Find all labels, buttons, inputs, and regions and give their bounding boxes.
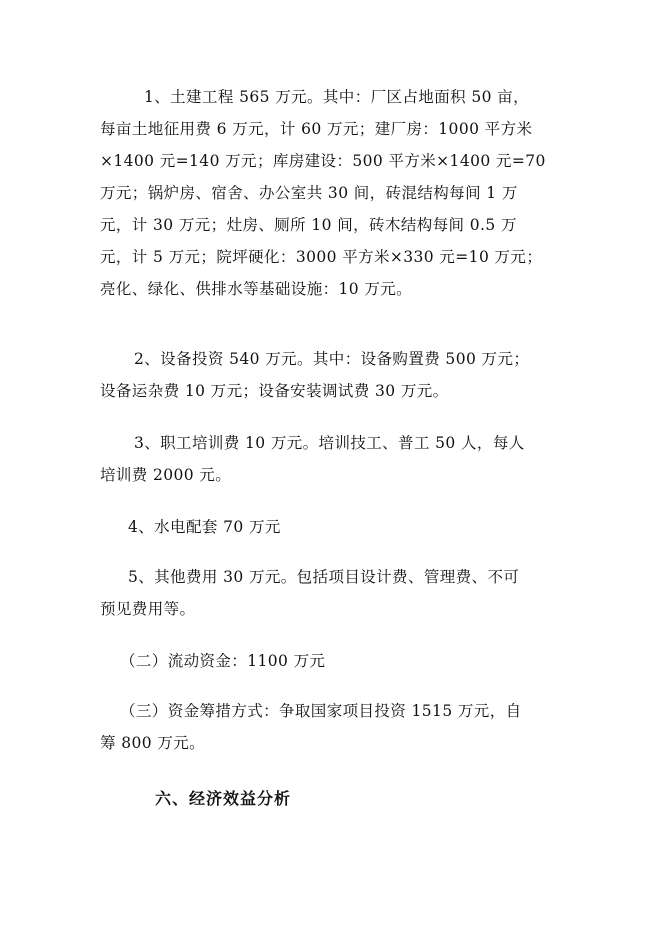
section-heading: 六、经济效益分析	[155, 789, 292, 808]
text-line: ×1400 元=140 万元；库房建设：500 平方米×1400 元=70	[100, 152, 546, 170]
text-line: 亮化、绿化、供排水等基础设施：10 万元。	[100, 280, 413, 298]
paragraph-equipment	[100, 343, 560, 407]
text-line: 筹 800 万元。	[100, 734, 206, 752]
paragraph-civil-works	[100, 81, 560, 305]
paragraph-other-costs	[100, 561, 560, 625]
text-line: （三）资金筹措方式：争取国家项目投资 1515 万元，自	[120, 702, 522, 720]
text-line: 3、职工培训费 10 万元。培训技工、普工 50 人，每人	[134, 434, 525, 452]
text-line: 培训费 2000 元。	[100, 466, 232, 484]
text-line: 4、水电配套 70 万元	[128, 518, 281, 536]
text-line: 1、土建工程 565 万元。其中：厂区占地面积 50 亩，	[144, 88, 529, 106]
text-line: 元，计 30 万元；灶房、厕所 10 间，砖木结构每间 0.5 万	[100, 216, 517, 234]
text-line: （二）流动资金：1100 万元	[120, 652, 326, 670]
paragraph-working-capital	[100, 645, 560, 677]
paragraph-funding	[100, 695, 560, 759]
text-line: 预见费用等。	[100, 600, 196, 618]
text-line: 每亩土地征用费 6 万元，计 60 万元；建厂房：1000 平方米	[100, 120, 533, 138]
text-line: 元，计 5 万元；院坪硬化：3000 平方米×330 元=10 万元；	[100, 248, 543, 266]
text-line: 5、其他费用 30 万元。包括项目设计费、管理费、不可	[128, 568, 520, 586]
paragraph-training	[100, 427, 560, 491]
text-line: 万元；锅炉房、宿舍、办公室共 30 间，砖混结构每间 1 万	[100, 184, 518, 202]
text-line: 2、设备投资 540 万元。其中：设备购置费 500 万元；	[134, 350, 530, 368]
text-line: 设备运杂费 10 万元；设备安装调试费 30 万元。	[100, 382, 449, 400]
paragraph-utilities	[100, 511, 560, 543]
